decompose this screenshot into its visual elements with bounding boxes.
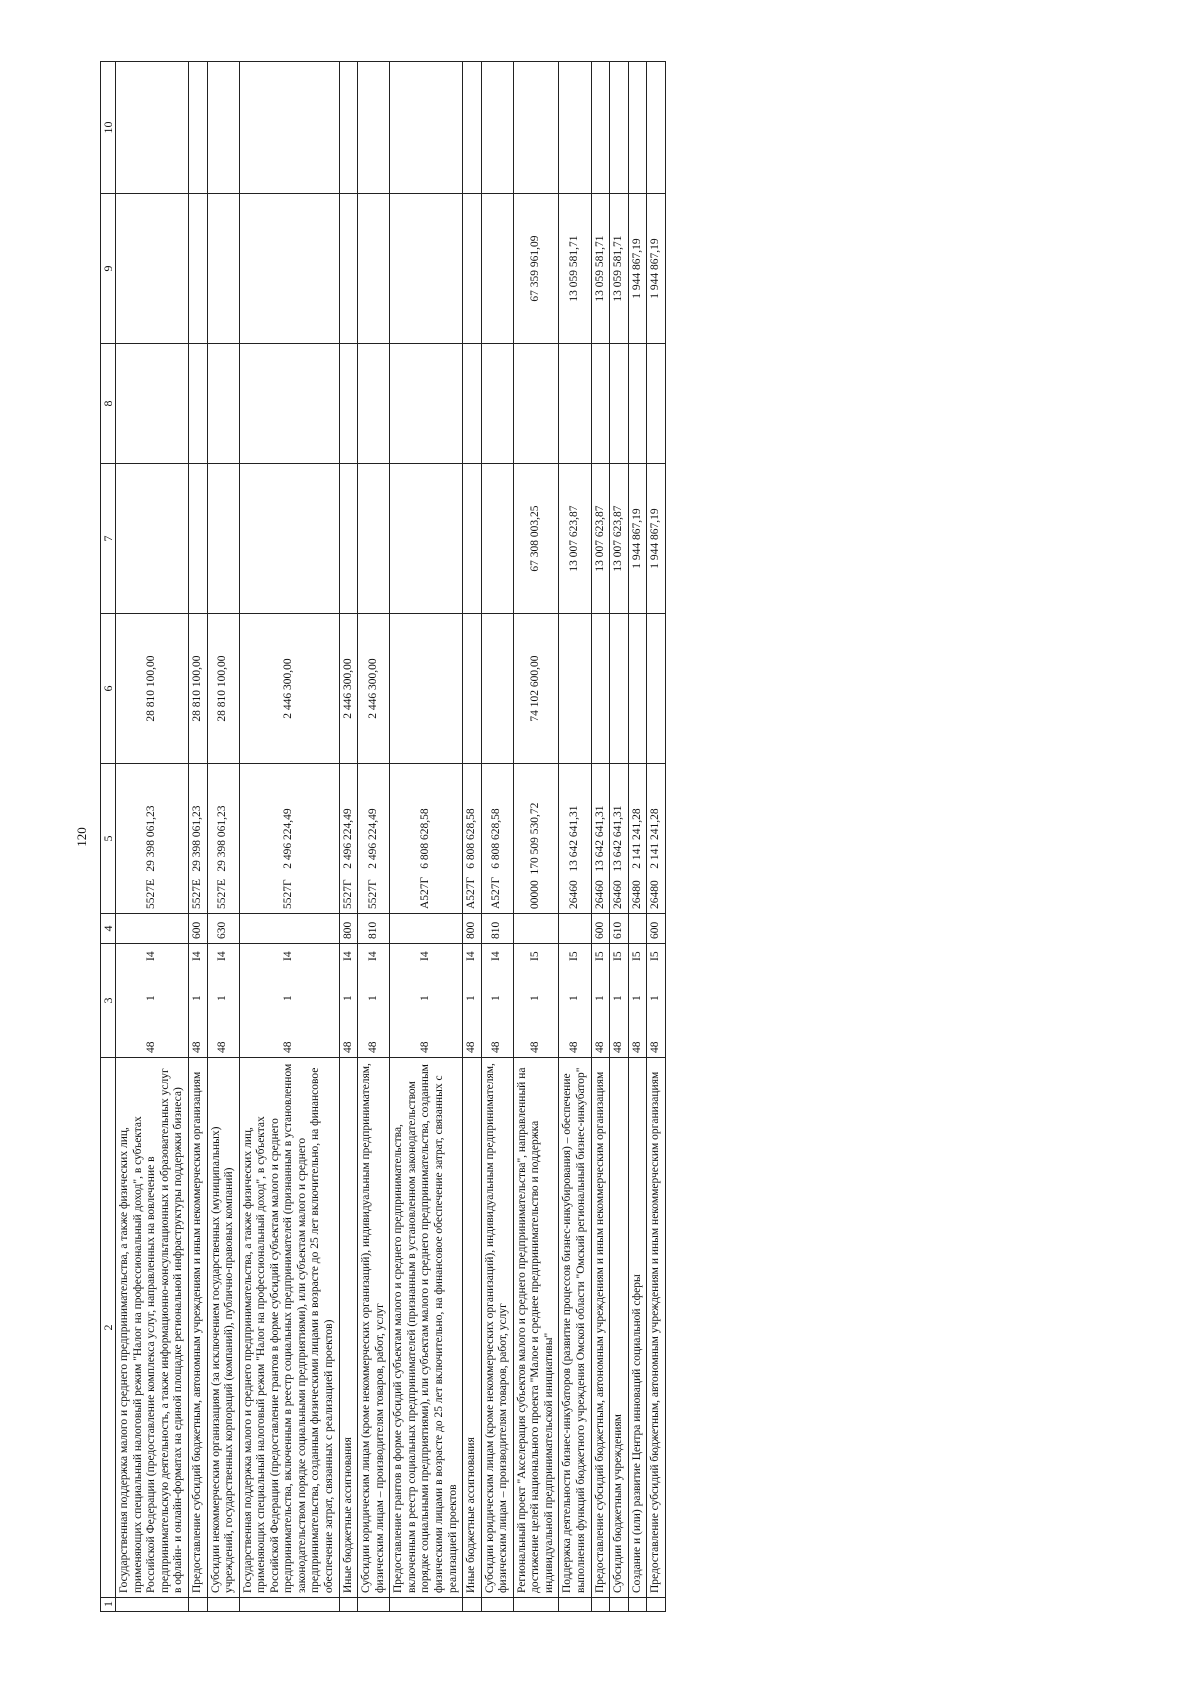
amount-c8 [463,344,482,464]
amount-c8 [513,344,559,464]
budget-code-part: 1 [568,995,581,1001]
column-number: 8 [101,344,116,464]
amount-c7 [463,464,482,614]
row-description: Создание и (или) развитие Центра инноваций социальной сферы [628,1058,647,1598]
table-row [239,62,339,1612]
row-description: Субсидии некоммерческим организациям (за исключением государственных (муниципальных) учреждений, государственных корпораций (компаний), публично-правовых компаний) [207,1058,239,1598]
amount-c5: 2 496 224,49 [239,764,339,914]
table-row [116,62,189,1612]
amount-c9: 67 359 961,09 [513,194,559,344]
budget-code-part: 1 [282,995,295,1001]
table-row [481,62,513,1612]
budget-code-part: I5 [630,951,643,961]
budget-code-part: 48 [630,1041,643,1053]
budget-code-part: 48 [216,1041,229,1053]
row-marker-cell [339,1598,358,1612]
amount-c8 [647,344,666,464]
row-description: Субсидии юридическим лицам (кроме некоммерческих организаций), индивидуальным предпринимателям, физическим лицам – производителям товаров, работ, услуг [481,1058,513,1598]
table-row [591,62,610,1612]
row-marker-cell [559,1598,591,1612]
amount-c7 [188,464,207,614]
row-marker-cell [513,1598,559,1612]
expense-type-code: 810 [358,914,390,944]
budget-code-part: 1 [529,995,542,1001]
budget-code-part: 48 [490,1041,503,1053]
row-marker-cell [390,1598,463,1612]
budget-code-part: I4 [282,951,295,961]
expense-type-code: 600 [647,914,666,944]
row-marker-cell [188,1598,207,1612]
amount-c6: 2 446 300,00 [339,614,358,764]
amount-c7: 67 308 003,25 [513,464,559,614]
budget-code-part: 26460 [593,880,606,909]
amount-c8 [591,344,610,464]
row-description: Предоставление субсидий бюджетным, автономным учреждениям и иным некоммерческим организациям [647,1058,666,1598]
amount-c7 [239,464,339,614]
budget-code-part: 5527Е [190,878,203,909]
budget-code-part: 1 [341,995,354,1001]
amount-c8 [390,344,463,464]
amount-c10 [647,62,666,194]
table-row [628,62,647,1612]
amount-c7 [207,464,239,614]
amount-c6 [481,614,513,764]
amount-c9 [390,194,463,344]
amount-c6 [628,614,647,764]
amount-c7: 1 944 867,19 [628,464,647,614]
amount-c7: 13 007 623,87 [559,464,591,614]
row-marker-cell [591,1598,610,1612]
rotated-page-content [74,62,1100,1612]
budget-code-part: I5 [649,951,662,961]
row-description: Субсидии юридическим лицам (кроме некоммерческих организаций), индивидуальным предпринимателям, физическим лицам – производителям товаров, работ, услуг [358,1058,390,1598]
budget-code-part: 48 [366,1041,379,1053]
budget-table [100,61,666,1612]
column-number-row [101,62,116,1612]
row-description: Государственная поддержка малого и среднего предпринимательства, а также физических лиц, применяющих специальный налоговый режим "Налог на профессиональный доход", в субъектах Российской Федерации (предоставление грантов в форме субсидий субъектам малого и среднего предпринимательства, включенным в реестр социальных предпринимателей (признанным в установленном законодательством порядке социальными предприятиями), или субъектам малого и среднего предпринимательства, созданным физическими лицами в возрасте до 25 лет включительно, на финансовое обеспечение затрат, связанных с реализацией проектов) [239,1058,339,1598]
amount-c5: 13 642 641,31 [591,764,610,914]
budget-code-part: 26480 [649,880,662,909]
budget-code-part: 1 [630,995,643,1001]
budget-code-part: 26460 [568,880,581,909]
expense-type-code: 600 [591,914,610,944]
column-number: 4 [101,914,116,944]
budget-code-part: I4 [465,951,478,961]
amount-c8 [239,344,339,464]
amount-c5: 13 642 641,31 [610,764,629,914]
row-marker-cell [647,1598,666,1612]
column-number: 1 [101,1598,116,1612]
budget-code-part: 1 [490,995,503,1001]
budget-code-part: 48 [529,1041,542,1053]
row-marker-cell [628,1598,647,1612]
amount-c9: 13 059 581,71 [610,194,629,344]
amount-c9 [239,194,339,344]
amount-c6: 28 810 100,00 [116,614,189,764]
amount-c9 [463,194,482,344]
budget-code [390,876,463,1058]
table-row [647,62,666,1612]
column-number: 6 [101,614,116,764]
budget-code-part: 1 [190,995,203,1001]
column-number: 10 [101,62,116,194]
budget-code-part: 48 [568,1041,581,1053]
amount-c5: 6 808 628,58 [481,764,513,914]
budget-code-part: 1 [465,995,478,1001]
budget-code-part: 1 [593,995,606,1001]
amount-c5: 6 808 628,58 [463,764,482,914]
row-marker-cell [207,1598,239,1612]
table-row [390,62,463,1612]
amount-c10 [188,62,207,194]
table-row [358,62,390,1612]
amount-c5: 29 398 061,23 [116,764,189,914]
budget-code-part: 5527Г [341,879,354,909]
row-description: Предоставление субсидий бюджетным, автономным учреждениям и иным некоммерческим организациям [591,1058,610,1598]
column-number: 7 [101,464,116,614]
amount-c5: 2 141 241,28 [628,764,647,914]
table-row [513,62,559,1612]
amount-c5: 2 141 241,28 [647,764,666,914]
budget-code-part: 5527Г [366,879,379,909]
amount-c9 [358,194,390,344]
amount-c10 [463,62,482,194]
budget-code-part: 48 [593,1041,606,1053]
amount-c6: 2 446 300,00 [239,614,339,764]
budget-code-part: I4 [419,951,432,961]
budget-code-part: 48 [612,1041,625,1053]
amount-c10 [610,62,629,194]
budget-code-part: 1 [612,995,625,1001]
row-marker-cell [358,1598,390,1612]
amount-c7 [116,464,189,614]
budget-code-part: A527Г [465,876,478,909]
amount-c7 [339,464,358,614]
amount-c10 [207,62,239,194]
row-description: Иные бюджетные ассигнования [339,1058,358,1598]
budget-code-part: 1 [649,995,662,1001]
budget-code [513,880,559,1058]
amount-c10 [339,62,358,194]
budget-code-part: 26460 [612,880,625,909]
row-marker-cell [610,1598,629,1612]
amount-c8 [481,344,513,464]
amount-c10 [628,62,647,194]
budget-code-part: 48 [465,1041,478,1053]
amount-c10 [390,62,463,194]
budget-code-part: 48 [282,1041,295,1053]
amount-c5: 2 496 224,49 [358,764,390,914]
amount-c8 [116,344,189,464]
budget-code-part: I4 [366,951,379,961]
row-description: Поддержка деятельности бизнес-инкубаторов (развитие процессов бизнес-инкубирования) – обеспечение выполнения функций бюджетного учреждения Омской области "Омский региональный бизнес-инкубатор" [559,1058,591,1598]
budget-code-part: 00000 [529,880,542,909]
amount-c5: 170 509 530,72 [513,764,559,914]
row-description: Региональный проект "Акселерация субъектов малого и среднего предпринимательства", направленный на достижение целей национального проекта "Малое и среднее предпринимательство и поддержка индивидуальной предпринимательской инициативы" [513,1058,559,1598]
table-row [610,62,629,1612]
budget-code-part: 1 [216,995,229,1001]
expense-type-code: 630 [207,914,239,944]
expense-type-code: 800 [463,914,482,944]
budget-code-part: I4 [490,951,503,961]
budget-code-part: I4 [190,951,203,961]
budget-code-part: I4 [341,951,354,961]
table-row [339,62,358,1612]
budget-code-part: I5 [568,951,581,961]
table-row [207,62,239,1612]
budget-code-part: A527Г [490,876,503,909]
amount-c8 [628,344,647,464]
budget-code [628,880,647,1058]
budget-code [239,879,339,1058]
expense-type-code: 800 [339,914,358,944]
amount-c9 [116,194,189,344]
budget-code-part: I5 [529,951,542,961]
budget-code-part: 5527Е [145,878,158,909]
budget-code-part: A527Г [419,876,432,909]
amount-c6 [647,614,666,764]
budget-code-part: 1 [366,995,379,1001]
amount-c10 [559,62,591,194]
amount-c5: 29 398 061,23 [207,764,239,914]
budget-code-part: 48 [419,1041,432,1053]
amount-c7 [481,464,513,614]
expense-type-code: 600 [188,914,207,944]
amount-c9: 1 944 867,19 [647,194,666,344]
amount-c9 [207,194,239,344]
budget-code-part: 48 [341,1041,354,1053]
amount-c8 [339,344,358,464]
table-row [463,62,482,1612]
amount-c10 [116,62,189,194]
budget-code [559,880,591,1058]
amount-c9: 1 944 867,19 [628,194,647,344]
row-description: Предоставление субсидий бюджетным, автономным учреждениям и иным некоммерческим организациям [188,1058,207,1598]
column-number: 2 [101,1058,116,1598]
amount-c10 [358,62,390,194]
page-number: 120 [74,827,89,847]
table-row [188,62,207,1612]
budget-code-part: 26480 [630,880,643,909]
amount-c6 [610,614,629,764]
amount-c8 [188,344,207,464]
amount-c7: 13 007 623,87 [610,464,629,614]
amount-c6: 28 810 100,00 [188,614,207,764]
amount-c9 [481,194,513,344]
amount-c6: 74 102 600,00 [513,614,559,764]
amount-c9 [188,194,207,344]
amount-c5: 6 808 628,58 [390,764,463,914]
budget-code-part: I4 [216,951,229,961]
amount-c7 [358,464,390,614]
amount-c7: 1 944 867,19 [647,464,666,614]
table-row [559,62,591,1612]
budget-code-part: 48 [649,1041,662,1053]
row-description: Субсидии бюджетным учреждениям [610,1058,629,1598]
budget-code-part: 48 [190,1041,203,1053]
amount-c8 [559,344,591,464]
amount-c6: 28 810 100,00 [207,614,239,764]
row-marker-cell [481,1598,513,1612]
budget-code-part: I5 [612,951,625,961]
column-number: 5 [101,764,116,914]
amount-c5: 29 398 061,23 [188,764,207,914]
row-description: Иные бюджетные ассигнования [463,1058,482,1598]
budget-code-part: I5 [593,951,606,961]
amount-c5: 13 642 641,31 [559,764,591,914]
expense-type-code: 810 [481,914,513,944]
budget-code-part: 1 [419,995,432,1001]
row-description: Предоставление грантов в форме субсидий субъектам малого и среднего предпринимательства, включенным в реестр социальных предпринимателей (признанным в установленном законодательством порядке социальными предприятиями), или субъектам малого и среднего предпринимательства, созданным физическими лицами в возрасте до 25 лет включительно, на финансовое обеспечение затрат, связанных с реализацией проектов [390,1058,463,1598]
budget-code-part: I4 [145,951,158,961]
amount-c10 [481,62,513,194]
amount-c10 [239,62,339,194]
amount-c8 [610,344,629,464]
amount-c8 [207,344,239,464]
amount-c9: 13 059 581,71 [559,194,591,344]
amount-c9 [339,194,358,344]
expense-type-code: 610 [610,914,629,944]
amount-c8 [358,344,390,464]
budget-code-part: 5527Г [282,879,295,909]
amount-c6 [390,614,463,764]
budget-code-part: 5527Е [216,878,229,909]
amount-c7: 13 007 623,87 [591,464,610,614]
budget-code [116,878,189,1058]
column-number: 3 [101,944,116,1058]
amount-c10 [513,62,559,194]
amount-c6 [463,614,482,764]
amount-c6 [559,614,591,764]
row-marker-cell [239,1598,339,1612]
amount-c9: 13 059 581,71 [591,194,610,344]
column-number: 9 [101,194,116,344]
row-description: Государственная поддержка малого и среднего предпринимательства, а также физических лиц, применяющих специальный налоговый режим "Налог на профессиональный доход", в субъектах Российской Федерации (предоставление комплекса услуг, направленных на вовлечение в предпринимательскую деятельность, а также информационно-консультационных и образовательных услуг в офлайн- и онлайн-форматах на единой площадке региональной инфраструктуры поддержки бизнеса) [116,1058,189,1598]
amount-c7 [390,464,463,614]
budget-code-part: 48 [145,1041,158,1053]
amount-c6 [591,614,610,764]
amount-c6: 2 446 300,00 [358,614,390,764]
amount-c10 [591,62,610,194]
row-marker-cell [463,1598,482,1612]
amount-c5: 2 496 224,49 [339,764,358,914]
row-marker-cell [116,1598,189,1612]
budget-code-part: 1 [145,995,158,1001]
